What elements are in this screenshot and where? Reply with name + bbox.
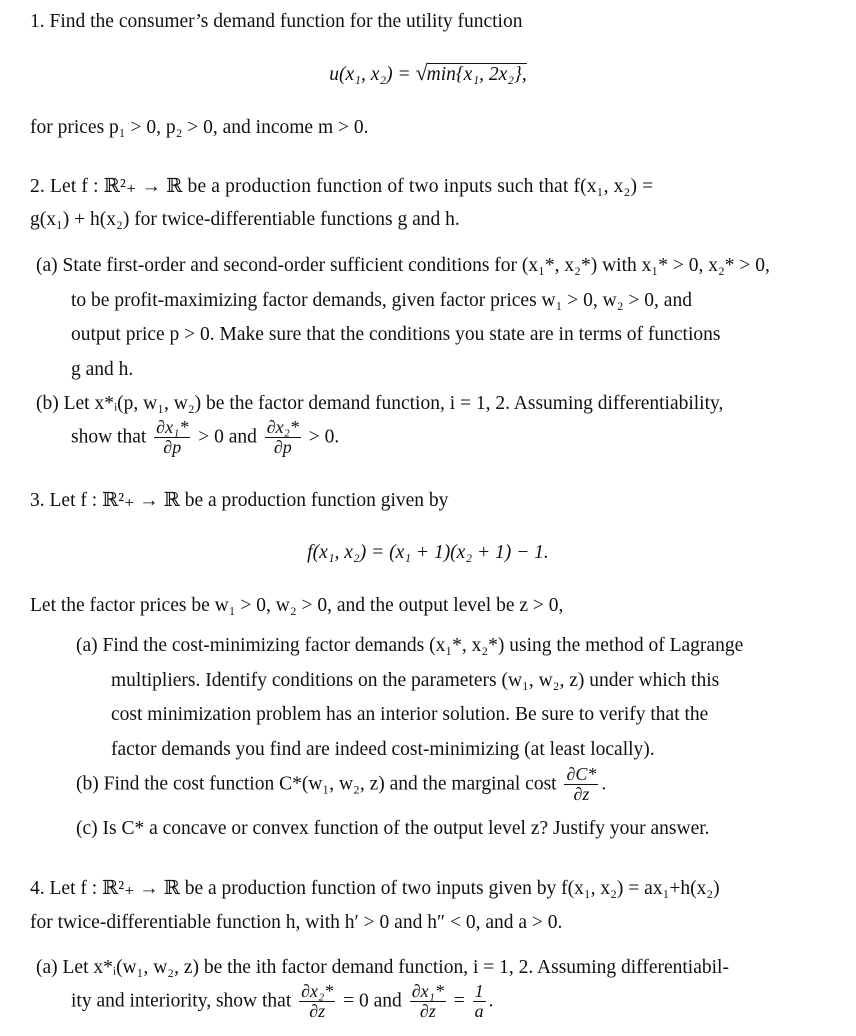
- q2b-fraction-2-numerator: ∂x₂*: [266, 417, 299, 437]
- q3-prompt: 3. Let f : ℝ²₊ → ℝ be a production function given by: [30, 490, 449, 511]
- q1-prompt: 1. Find the consumer’s demand function for the utility function: [30, 11, 523, 32]
- q4a-fraction-3-numerator: 1: [474, 981, 484, 1001]
- q4a-fraction-1: [299, 982, 335, 1021]
- q4a-equals: =: [448, 990, 470, 1012]
- q1-utility-lhs: u(x₁, x₂) =: [329, 64, 416, 85]
- q2a-line-2: to be profit-maximizing factor demands, given factor prices w₁ > 0, w₂ > 0, and: [71, 290, 692, 311]
- q1-utility-radicand: min{x₁, 2x₂},: [426, 64, 527, 85]
- q3-prices-statement: Let the factor prices be w₁ > 0, w₂ > 0, and the output level be z > 0,: [30, 595, 564, 616]
- q3b-fraction-denominator: ∂z: [573, 783, 590, 804]
- sqrt-icon: √: [415, 60, 428, 85]
- q4a-line-2: [71, 982, 493, 1021]
- q3a-line-3: cost minimization problem has an interior solution. Be sure to verify that the: [111, 704, 709, 725]
- q2-prompt-line-2: g(x₁) + h(x₂) for twice-differentiable functions g and h.: [30, 209, 460, 230]
- q4a-fraction-2-numerator: ∂x₁*: [411, 981, 444, 1001]
- q3a-line-4: factor demands you find are indeed cost-minimizing (at least locally).: [111, 739, 655, 760]
- q2-prompt-line-1: 2. Let f : ℝ²₊ → ℝ be a production function of two inputs such that f(x₁, x₂) =: [30, 176, 654, 197]
- q2a-line-3: output price p > 0. Make sure that the conditions you state are in terms of functions: [71, 324, 721, 345]
- q4a-end: .: [488, 990, 494, 1012]
- q3b-end: .: [601, 773, 607, 795]
- q4a-and: = 0 and: [338, 990, 407, 1012]
- q2b-fraction-1-denominator: ∂p: [163, 436, 182, 457]
- q4a-fraction-3-denominator: a: [474, 1000, 484, 1021]
- q1-conditions: for prices p₁ > 0, p₂ > 0, and income m > 0.: [30, 117, 369, 138]
- q4a-line-1: (a) Let x*ᵢ(w₁, w₂, z) be the ith factor demand function, i = 1, 2. Assuming differentiabil-: [36, 957, 729, 978]
- q3a-line-2: multipliers. Identify conditions on the parameters (w₁, w₂, z) under which this: [111, 670, 720, 691]
- q2b-fraction-1: [154, 418, 190, 457]
- q2a-line-1: (a) State first-order and second-order sufficient conditions for (x₁*, x₂*) with x₁* > 0, x₂* > 0,: [36, 255, 770, 276]
- q2a-line-4: g and h.: [71, 359, 134, 380]
- q3b-marginal-cost-fraction: [564, 765, 598, 804]
- q1-utility-formula: [0, 62, 856, 85]
- q4a-fraction-1-numerator: ∂x₂*: [301, 981, 334, 1001]
- q3-production-formula: f(x₁, x₂) = (x₁ + 1)(x₂ + 1) − 1.: [307, 542, 549, 563]
- q2b-line-1: (b) Let x*ᵢ(p, w₁, w₂) be the factor demand function, i = 1, 2. Assuming differentiability,: [36, 393, 724, 414]
- q2b-and: > 0 and: [193, 426, 262, 448]
- q2b-end: > 0.: [303, 426, 340, 448]
- q2b-fraction-2: [265, 418, 301, 457]
- q4a-show-that: ity and interiority, show that: [71, 990, 297, 1012]
- q4-prompt-line-2: for twice-differentiable function h, with h′ > 0 and h″ < 0, and a > 0.: [30, 912, 563, 933]
- q4a-fraction-3: [473, 982, 486, 1021]
- q4a-fraction-1-denominator: ∂z: [309, 1000, 326, 1021]
- q3b-fraction-numerator: ∂C*: [566, 764, 597, 784]
- q2b-fraction-1-numerator: ∂x₁*: [156, 417, 189, 437]
- q3c-line: (c) Is C* a concave or convex function of the output level z? Justify your answer.: [76, 818, 710, 839]
- q4a-fraction-2-denominator: ∂z: [419, 1000, 436, 1021]
- q4-prompt-line-1: 4. Let f : ℝ²₊ → ℝ be a production function of two inputs given by f(x₁, x₂) = ax₁+h(x₂): [30, 878, 720, 899]
- q3b-line: [76, 765, 606, 804]
- q3a-line-1: (a) Find the cost-minimizing factor demands (x₁*, x₂*) using the method of Lagrange: [76, 635, 744, 656]
- q3b-text: (b) Find the cost function C*(w₁, w₂, z) and the marginal cost: [76, 773, 562, 795]
- q4a-fraction-2: [410, 982, 446, 1021]
- q2b-show-that: show that: [71, 426, 152, 448]
- q2b-fraction-2-denominator: ∂p: [273, 436, 292, 457]
- q2b-line-2: [71, 418, 339, 457]
